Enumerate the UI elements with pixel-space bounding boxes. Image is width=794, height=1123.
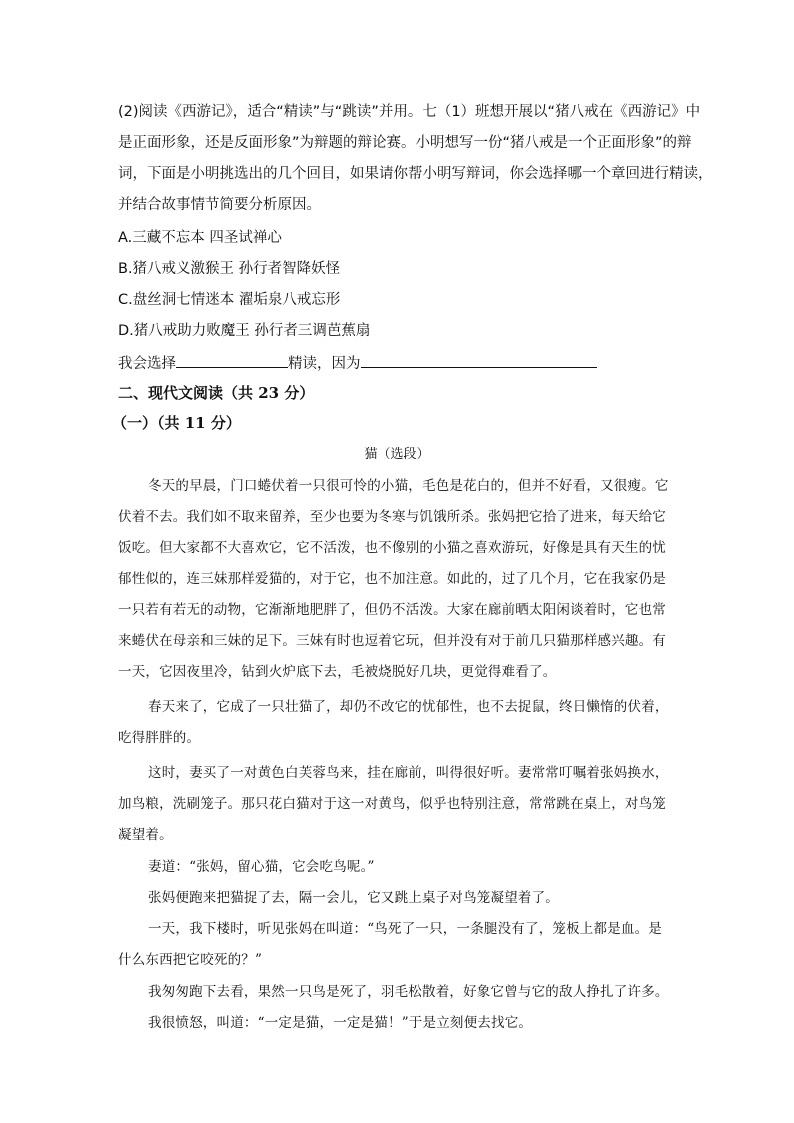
article-line: 凝望着。 [118,827,173,843]
article-line: 我匆匆跑下去看，果然一只鸟是死了，羽毛松散着，好象它曾与它的敌人挣扎了许多。 [148,984,669,1000]
answer-middle: 精读，因为 [288,356,361,372]
article-line: 春天来了，它成了一只壮猫了，却仍不改它的忧郁性，也不去捉鼠，终日懒惰的伏着， [148,699,669,715]
section-heading: 二、现代文阅读（共 23 分） [118,384,315,402]
option-c: C.盘丝洞七情迷本 濯垢泉八戒忘形 [118,292,341,308]
answer-prefix: 我会选择 [118,356,176,372]
article-line: 妻道：“张妈，留心猫，它会吃鸟呢。” [148,859,375,875]
article-line: 饭吃。但大家都不大喜欢它，它不活泼，也不像别的小猫之喜欢游玩，好像是具有天生的忧 [118,540,666,556]
article-line: 这时，妻买了一对黄色白芙蓉鸟来，挂在廊前，叫得很好听。妻常常叮嘱着张妈换水， [148,765,669,781]
article-line: 一只若有若无的动物，它渐渐地肥胖了，但仍不活泼。大家在廊前晒太阳闲谈着时，它也常 [118,602,666,618]
article-line: 什么东西把它咬死的？” [118,952,263,968]
answer-blank-chapter[interactable] [176,353,288,368]
section-subheading: （一）（共 11 分） [112,414,241,432]
article-line: 加鸟粮，洗刷笼子。那只花白猫对于这一对黄鸟，似乎也特别注意，常常跳在桌上，对鸟笼 [118,796,666,812]
article-title: 猫（选段） [364,447,430,462]
article-line: 一天，它因夜里冷，钻到火炉底下去，毛被烧脱好几块，更觉得难看了。 [118,664,557,680]
option-d: D.猪八戒助力败魔王 孙行者三调芭蕉扇 [118,323,371,339]
question-line: 词，下面是小明挑选出的几个回目，如果请你帮小明写辩词，你会选择哪一个章回进行精读， [118,166,713,182]
question-line: (2)阅读《西游记》，适合“精读”与“跳读”并用。七（1）班想开展以“猪八戒在《西游记》中 [118,104,701,120]
article-line: 郁性似的，连三妹那样爱猫的，对于它，也不加注意。如此的，过了几个月，它在我家仍是 [118,571,666,587]
answer-line [118,353,597,374]
article-line: 吃得胖胖的。 [118,730,201,746]
article-line: 一天，我下楼时，听见张妈在叫道：“鸟死了一只，一条腿没有了，笼板上都是血。是 [148,921,663,937]
article-line: 伏着不去。我们如不取来留养，至少也要为冬寒与饥饿所杀。张妈把它拾了进来，每天给它 [118,509,666,525]
article-line: 冬天的早晨，门口蜷伏着一只很可怜的小猫，毛色是花白的，但并不好看，又很瘦。它 [148,478,669,494]
option-b: B.猪八戒义激猴王 孙行者智降妖怪 [118,261,341,277]
article-line: 我很愤怒，叫道：“一定是猫，一定是猫！”于是立刻便去找它。 [148,1015,533,1031]
option-a: A.三藏不忘本 四圣试禅心 [118,230,282,246]
question-line: 是正面形象，还是反面形象”为辩题的辩论赛。小明想写一份“猪八戒是一个正面形象”的辩 [118,135,692,151]
answer-blank-reason[interactable] [361,353,597,368]
article-line: 张妈便跑来把猫捉了去，隔一会儿，它又跳上桌子对鸟笼凝望着了。 [148,890,559,906]
question-line: 并结合故事情节简要分析原因。 [118,197,321,213]
article-line: 来蜷伏在母亲和三妹的足下。三妹有时也逗着它玩，但并没有对于前几只猫那样感兴趣。有 [118,633,666,649]
